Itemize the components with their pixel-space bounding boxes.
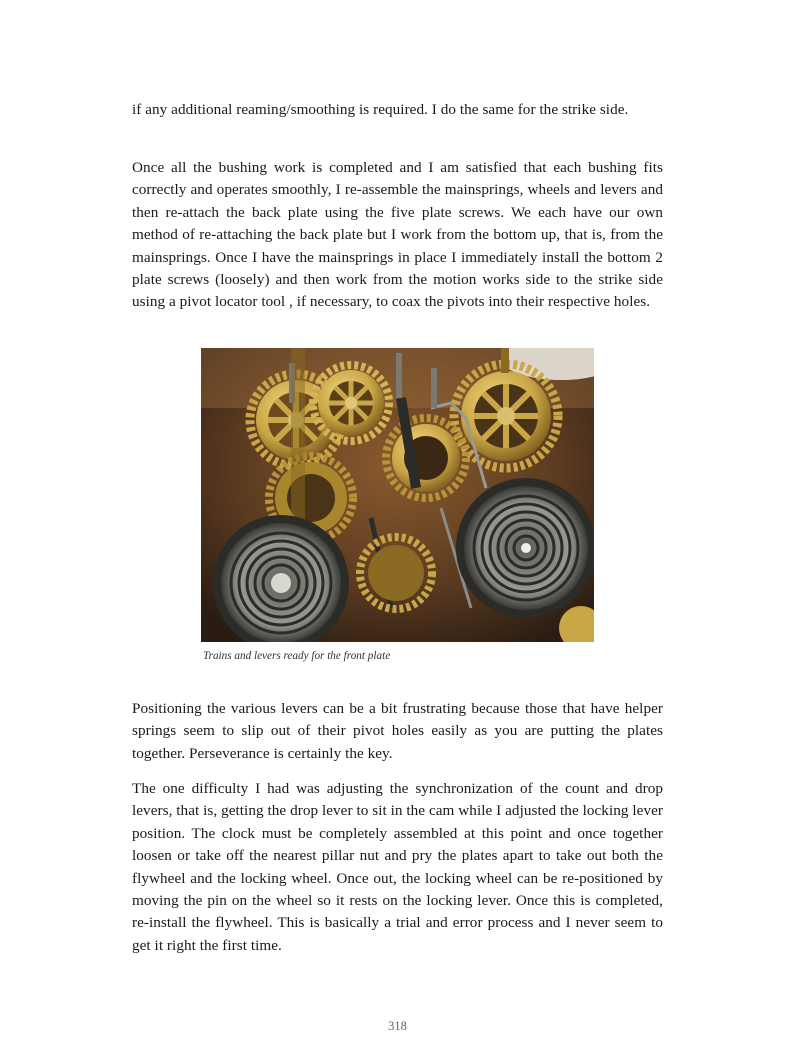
paragraph-reaming: if any additional reaming/smoothing is required. I do the same for the strike side. — [132, 101, 629, 118]
clock-movement-photo — [201, 348, 594, 642]
paragraph-synchronization: The one difficulty I had was adjusting the synchronization of the count and drop levers, that is, getting the drop lever to sit in the cam while I adjusted the locking lever position. The clock must be completely assembled at this point and once together loosen or take off the nearest pillar nut and pry the plates apart to take out both the flywheel and the locking wheel. Once out, the locking wheel can be re-positioned by moving the pin on the wheel so it rests on the locking lever. Once this is completed, re-install the flywheel. This is basically a trial and error process and I never seem to get it right the first time. — [132, 780, 663, 954]
brass-gear-center — [386, 418, 466, 498]
page-number: 318 — [388, 1019, 407, 1033]
paragraph-positioning-levers: Positioning the various levers can be a bit frustrating because those that have helper springs seem to slip out of their pivot holes easily as you are putting the plates together. Perseverance is certainly the key. — [132, 700, 663, 762]
figure-caption: Trains and levers ready for the front plate — [203, 650, 391, 662]
mainspring-right — [456, 478, 594, 618]
paragraph-reassembly: Once all the bushing work is completed and I am satisfied that each bushing fits correctly and operates smoothly, I re-assemble the mainsprings, wheels and levers and then re-attach the back plate using the five plate screws. We each have our own method of re-attaching the back plate but I work from the bottom up, that is, from the mainsprings. Once I have the mainsprings in place I immediately install the bottom 2 plate screws (loosely) and then work from the motion works side to the strike side using a pivot locator tool , if necessary, to coax the pivots into their respective holes. — [132, 159, 663, 311]
